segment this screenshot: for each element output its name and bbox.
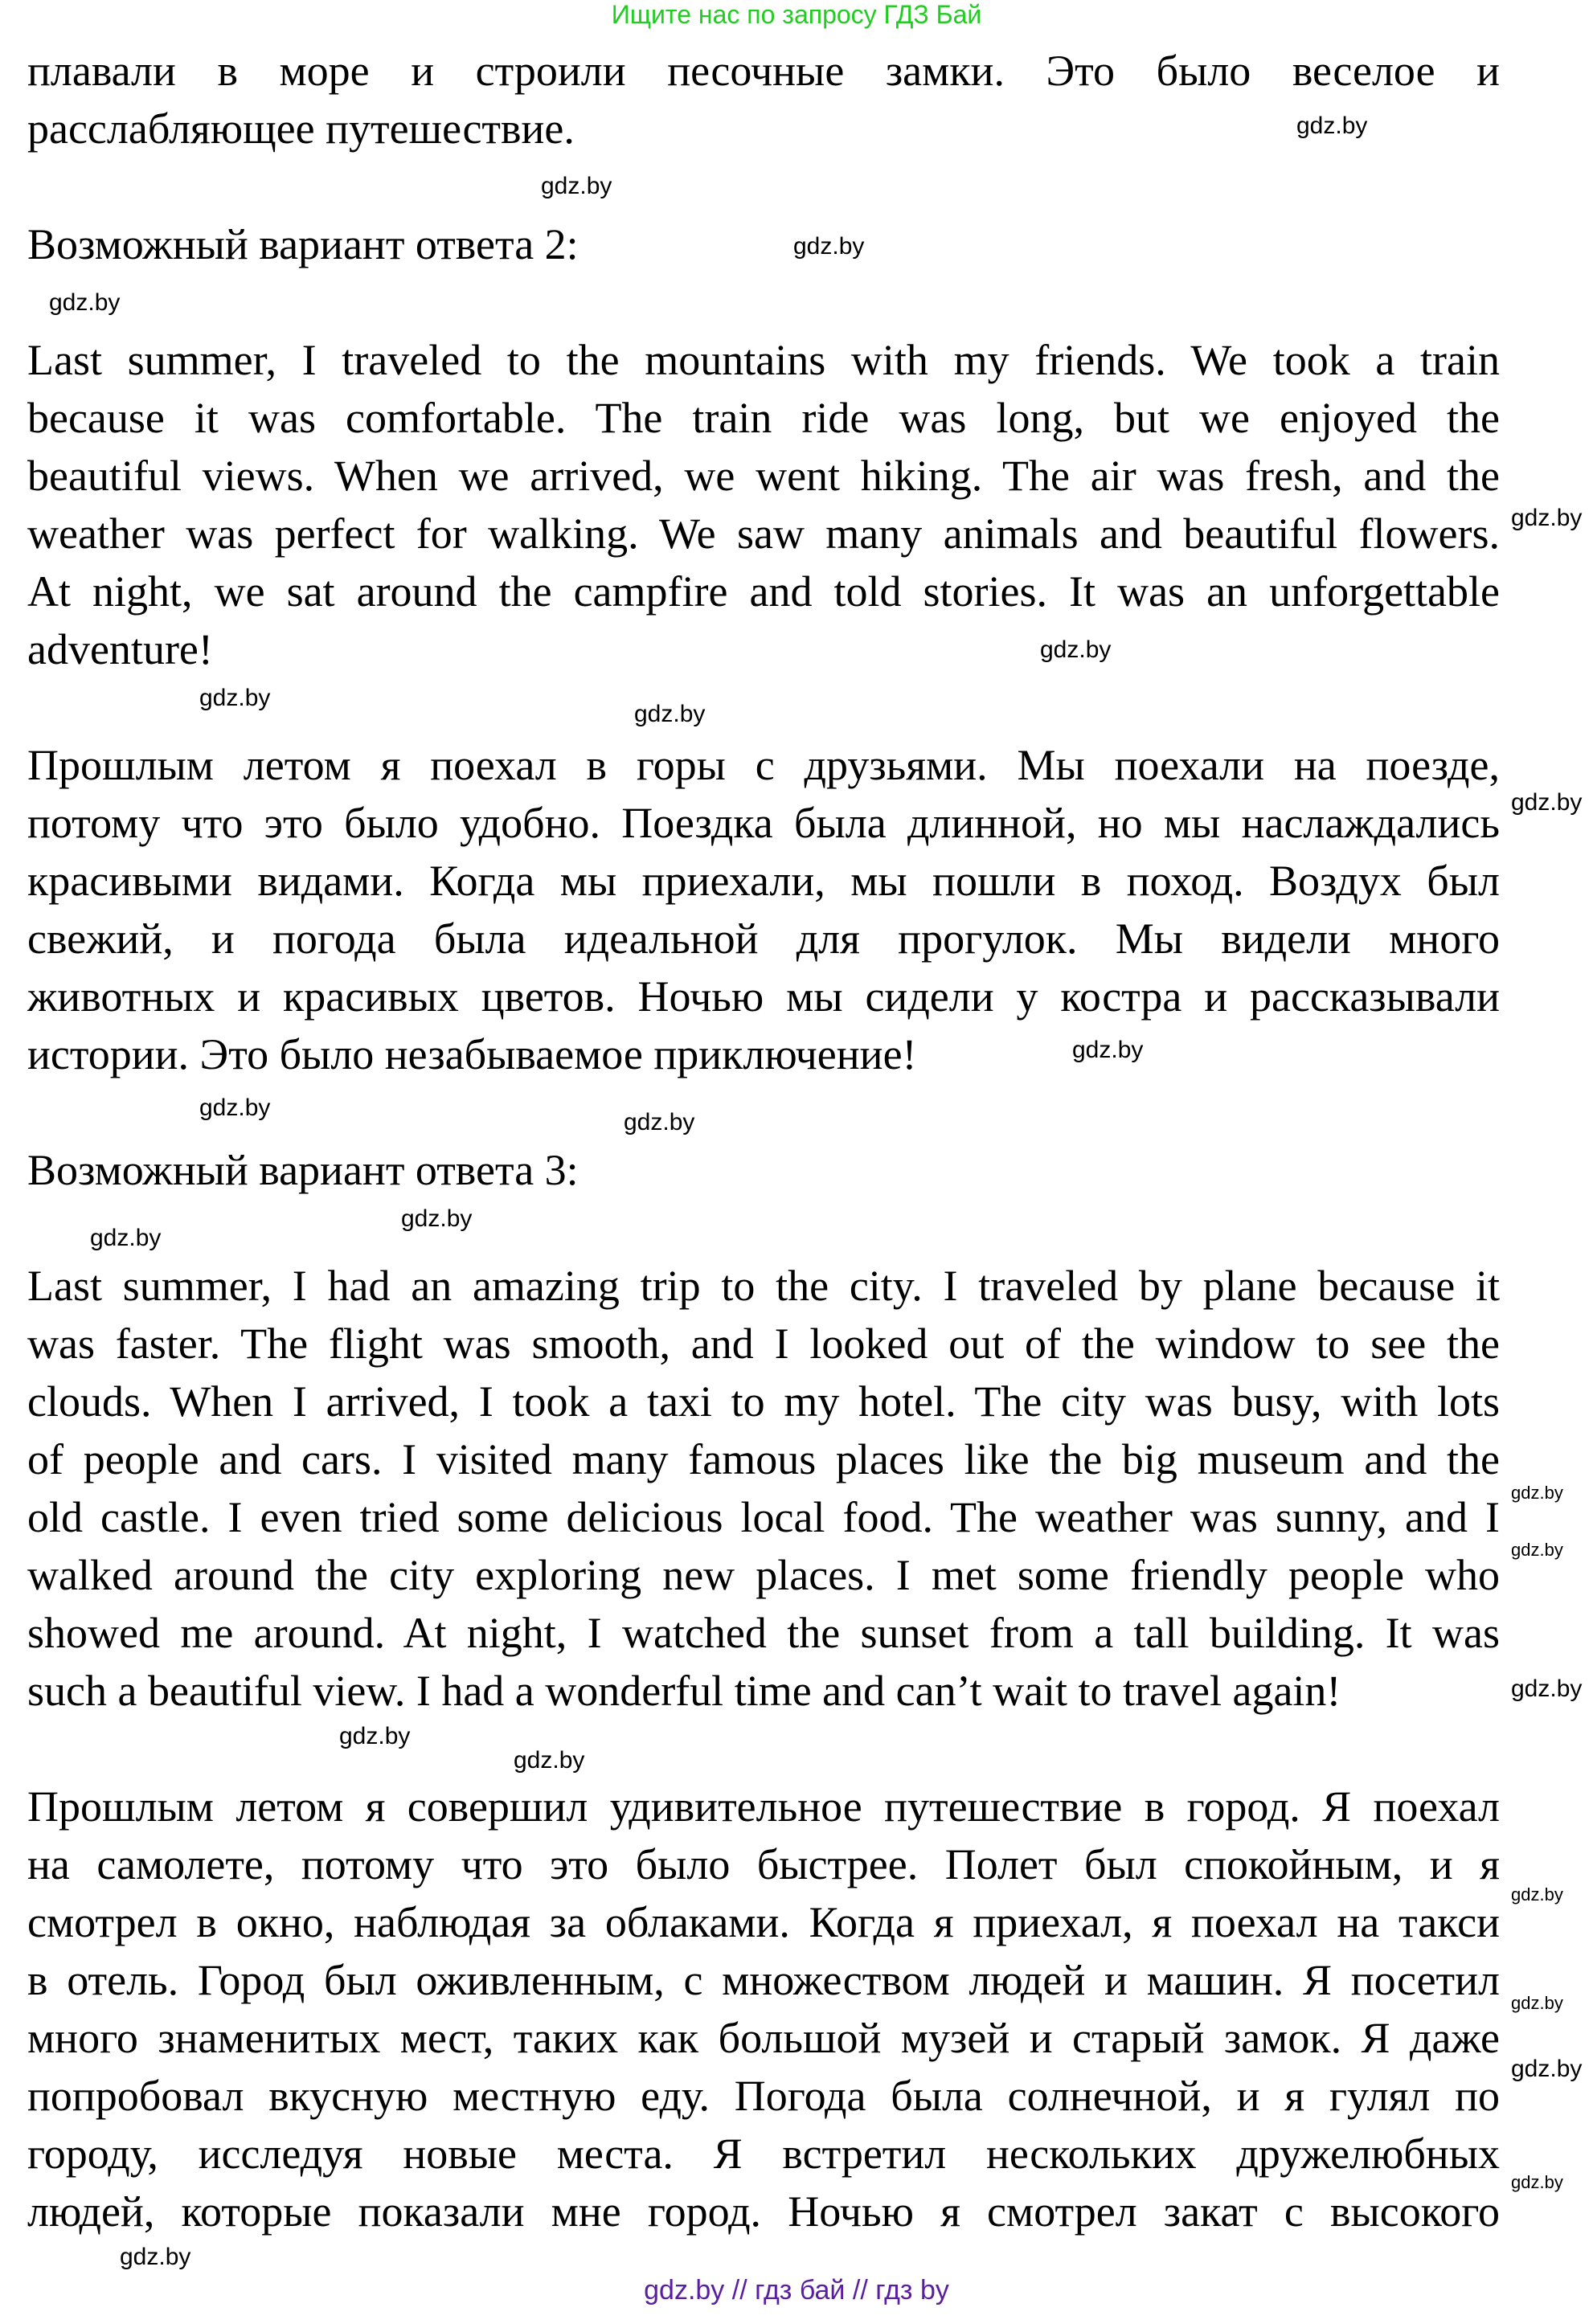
watermark: gdz.by	[49, 289, 121, 316]
answer-heading-3: Возможный вариант ответа 3:	[27, 1146, 579, 1194]
text-line: At night, we sat around the campfire and told stories. It was an unforgettable	[27, 567, 1500, 616]
watermark: gdz.by	[1511, 505, 1583, 531]
watermark: gdz.by	[120, 2244, 191, 2270]
watermark: gdz.by	[634, 701, 706, 727]
english-answer-2	[27, 331, 1500, 678]
text-line: such a beautiful view. I had a wonderful time and can’t wait to travel again!	[27, 1667, 1341, 1715]
site-footer: gdz.by // гдз бай // гдз by	[644, 2275, 949, 2306]
text-line: городу, исследуя новые места. Я встретил нескольких дружелюбных	[27, 2130, 1500, 2178]
watermark: gdz.by	[793, 233, 865, 260]
watermark: gdz.by	[199, 1094, 271, 1121]
text-line: Прошлым летом я поехал в горы с друзьями. Мы поехали на поезде,	[27, 741, 1500, 789]
text-line: истории. Это было незабываемое приключение!	[27, 1030, 917, 1078]
site-banner: Ищите нас по запросу ГДЗ Бай	[611, 0, 982, 29]
text-line: людей, которые показали мне город. Ночью я смотрел закат с высокого	[27, 2187, 1500, 2236]
text-line: adventure!	[27, 625, 213, 673]
russian-answer-2	[27, 736, 1500, 1083]
watermark: gdz.by	[1072, 1037, 1144, 1063]
document-body	[27, 42, 1500, 2240]
text-line: of people and cars. I visited many famous places like the big museum and the	[27, 1435, 1500, 1483]
answer-heading-2: Возможный вариант ответа 2:	[27, 220, 579, 268]
watermark: gdz.by	[624, 1109, 695, 1135]
text-line: на самолете, потому что это было быстрее. Полет был спокойным, и я	[27, 1840, 1500, 1888]
watermark: gdz.by	[1511, 2056, 1583, 2082]
watermark: gdz.by	[1511, 1884, 1563, 1905]
watermark: gdz.by	[1040, 636, 1112, 663]
watermark: gdz.by	[90, 1225, 162, 1251]
text-line: old castle. I even tried some delicious local food. The weather was sunny, and I	[27, 1493, 1500, 1541]
text-line: showed me around. At night, I watched the sunset from a tall building. It was	[27, 1609, 1500, 1657]
text-line: расслабляющее путешествие.	[27, 104, 575, 153]
text-line: Last summer, I traveled to the mountains with my friends. We took a train	[27, 336, 1500, 384]
russian-answer-3	[27, 1778, 1500, 2240]
watermark: gdz.by	[1511, 1993, 1563, 2013]
watermark: gdz.by	[541, 173, 612, 199]
text-line: because it was comfortable. The train ride was long, but we enjoyed the	[27, 394, 1500, 442]
text-line: смотрел в окно, наблюдая за облаками. Когда я приехал, я поехал на такси	[27, 1898, 1500, 1946]
watermark: gdz.by	[514, 1747, 585, 1774]
watermark: gdz.by	[1511, 1675, 1583, 1702]
paragraph-1-end	[27, 42, 1500, 158]
text-line: walked around the city exploring new places. I met some friendly people who	[27, 1551, 1500, 1599]
text-line: красивыми видами. Когда мы приехали, мы пошли в поход. Воздух был	[27, 857, 1500, 905]
text-line: попробовал вкусную местную еду. Погода была солнечной, и я гулял по	[27, 2072, 1500, 2120]
watermark: gdz.by	[339, 1723, 411, 1749]
text-line: clouds. When I arrived, I took a taxi to my hotel. The city was busy, with lots	[27, 1377, 1500, 1426]
watermark: gdz.by	[199, 685, 271, 711]
text-line: потому что это было удобно. Поездка была длинной, но мы наслаждались	[27, 799, 1500, 847]
watermark: gdz.by	[1511, 2172, 1563, 2192]
text-line: свежий, и погода была идеальной для прогулок. Мы видели много	[27, 914, 1500, 963]
text-line: животных и красивых цветов. Ночью мы сидели у костра и рассказывали	[27, 972, 1500, 1021]
text-line: в отель. Город был оживленным, с множеством людей и машин. Я посетил	[27, 1956, 1500, 2004]
text-line: много знаменитых мест, таких как большой музей и старый замок. Я даже	[27, 2014, 1500, 2062]
watermark: gdz.by	[401, 1205, 473, 1232]
text-line: was faster. The flight was smooth, and I looked out of the window to see the	[27, 1320, 1500, 1368]
watermark: gdz.by	[1511, 789, 1583, 816]
watermark: gdz.by	[1511, 1483, 1563, 1503]
text-line: Last summer, I had an amazing trip to the city. I traveled by plane because it	[27, 1262, 1500, 1310]
watermark: gdz.by	[1511, 1540, 1563, 1560]
english-answer-3	[27, 1257, 1500, 1720]
watermark: gdz.by	[1296, 113, 1368, 139]
text-line: beautiful views. When we arrived, we went hiking. The air was fresh, and the	[27, 452, 1500, 500]
text-line: Прошлым летом я совершил удивительное путешествие в город. Я поехал	[27, 1782, 1500, 1831]
text-line: плавали в море и строили песочные замки. Это было веселое и	[27, 47, 1500, 95]
text-line: weather was perfect for walking. We saw many animals and beautiful flowers.	[27, 509, 1500, 558]
